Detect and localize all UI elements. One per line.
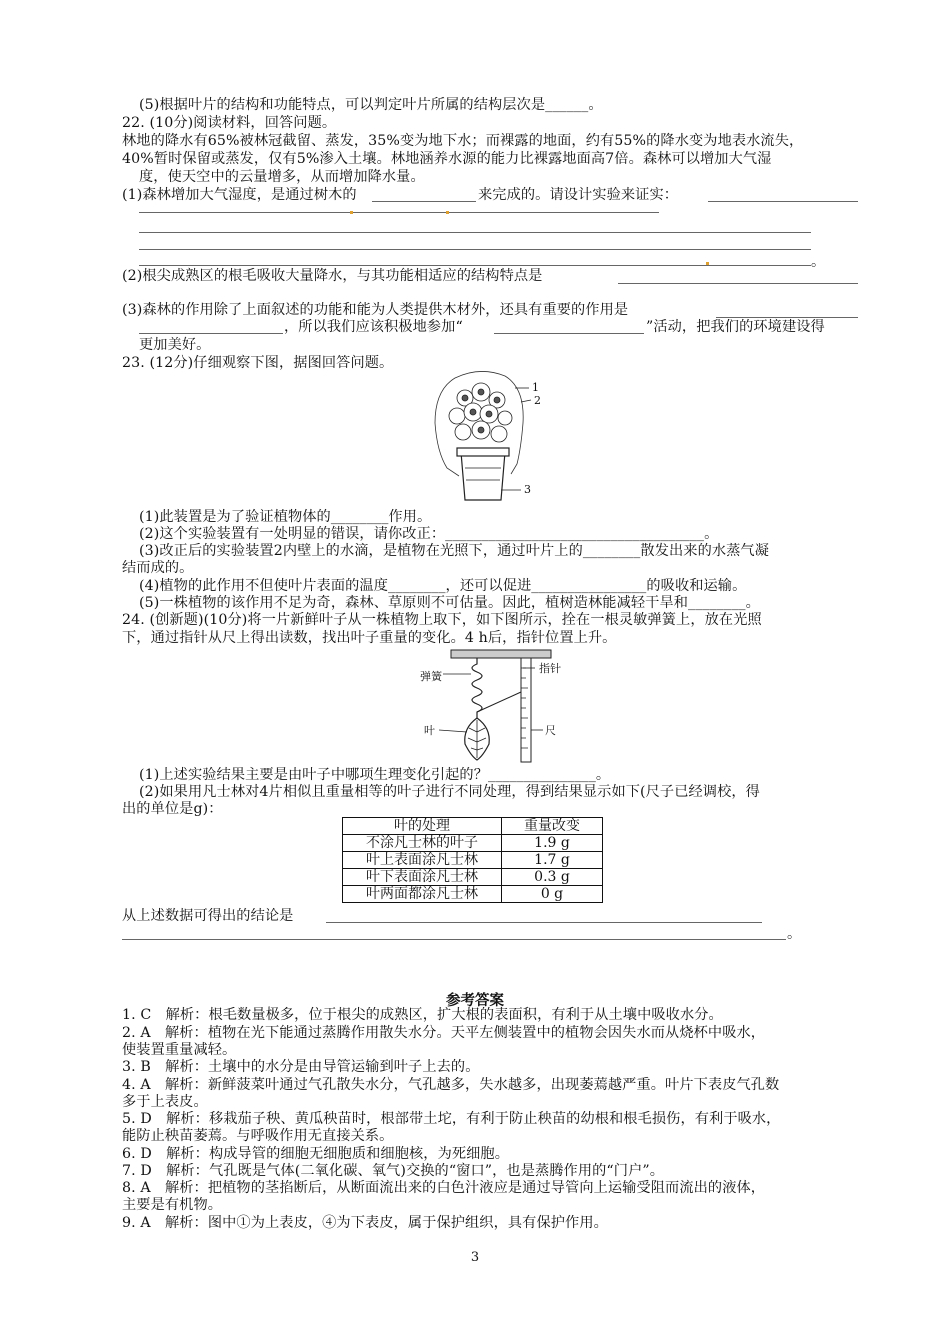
q22-answer-end: 。: [811, 254, 826, 270]
answer-8b: 主要是有机物。: [122, 1197, 223, 1213]
flower-pot: [461, 452, 505, 500]
table-cell: 1.7 g: [502, 852, 603, 869]
q23-line-2: (2)这个实验装置有一处明显的错误，请你改正：____________________________________。: [139, 526, 719, 542]
q22-sub3-text-c: ”活动，把我们的环境建设得: [646, 319, 825, 335]
answer-4b: 多于上表皮。: [122, 1094, 208, 1110]
table-header: 重量改变: [502, 818, 603, 835]
ruler: [521, 658, 531, 762]
q24-conclusion-blank-b: [122, 939, 786, 940]
q21-5-line: (5)根据叶片的结构和功能特点，可以判定叶片所属的结构层次是______。: [139, 97, 603, 113]
table-header-row: [343, 818, 603, 835]
q23-line-4: (4)植物的此作用不但使叶片表面的温度________，还可以促进________________的吸收和运输。: [139, 578, 747, 594]
figure-label-pointer: 指针: [539, 662, 562, 675]
q22-sub1-text-b: 来完成的。请设计实验来证实：: [478, 187, 679, 203]
q22-mark: [350, 211, 353, 214]
q24-sub2b: 出的单位是g)：: [122, 801, 223, 817]
leader-line-2: [521, 400, 531, 402]
q22-sub3-blank-b: [139, 333, 283, 334]
spring-coil: [472, 658, 482, 718]
plant-bag-figure: [425, 368, 535, 508]
q23-line-3: (3)改正后的实验装置2内壁上的水滴，是植物在光照下，通过叶片上的________散发出来的水蒸气凝: [139, 543, 770, 559]
q24-conclusion-blank: [326, 922, 762, 923]
answer-3: 3. B 解析：土壤中的水分是由导管运输到叶子上去的。: [122, 1059, 480, 1075]
table-row: [343, 869, 603, 886]
q22-sub2-blank: [618, 283, 858, 284]
q22-sub3-blank-c: [494, 333, 644, 334]
answer-2b: 使装置重量减轻。: [122, 1042, 237, 1058]
table-cell: 0 g: [502, 886, 603, 903]
q22-heading: 22. (10分)阅读材料，回答问题。: [122, 115, 337, 131]
leaf-leader: [439, 730, 467, 732]
q23-heading: 23. (12分)仔细观察下图，据图回答问题。: [122, 355, 394, 371]
answer-9: 9. A 解析：图中①为上表皮，④为下表皮，属于保护组织，具有保护作用。: [122, 1215, 608, 1231]
pointer: [477, 692, 521, 712]
q24-conclusion-text: 从上述数据可得出的结论是: [122, 908, 294, 924]
answer-5b: 能防止秧苗萎蔫。与呼吸作用无直接关系。: [122, 1128, 394, 1144]
answer-7: 7. D 解析：气孔既是气体(二氧化碳、氧气)交换的“窗口”，也是蒸腾作用的“门户”。: [122, 1163, 664, 1179]
figure-label-leaf: 叶: [424, 724, 436, 737]
answer-4: 4. A 解析：新鲜菠菜叶通过气孔散失水分，气孔越多，失水越多，出现萎蔫越严重。叶片下表皮气孔数: [122, 1077, 780, 1093]
figure-label-2: 2: [534, 394, 542, 407]
figure-label-1: 1: [532, 381, 540, 394]
answers-title: 参考答案: [446, 992, 504, 1009]
answer-8: 8. A 解析：把植物的茎掐断后，从断面流出来的白色汁液应是通过导管向上运输受阻而流出的液体，: [122, 1180, 766, 1196]
q22-answer-line-4: [139, 265, 811, 266]
answer-6: 6. D 解析：构成导管的细胞无细胞质和细胞核，为死细胞。: [122, 1146, 510, 1162]
q22-mark: [706, 262, 709, 265]
q22-mark: [446, 211, 449, 214]
page-number: 3: [470, 1250, 480, 1265]
q22-answer-line-1: [139, 212, 659, 213]
q22-sub1-blank: [372, 201, 476, 202]
q22-sub2-text: (2)根尖成熟区的根毛吸收大量降水，与其功能相适应的结构特点是: [122, 268, 543, 284]
q22-sub1-blank-b: [708, 201, 858, 202]
table-row: [343, 852, 603, 869]
table-cell: 不涂凡士林的叶子: [343, 835, 502, 852]
figure-label-spring: 弹簧: [420, 670, 443, 683]
q24-line-2: 下，通过指针从尺上得出读数，找出叶子重量的变化。4 h后，指针位置上升。: [122, 630, 617, 646]
pot-rim: [457, 448, 509, 456]
table-cell: 叶下表面涂凡士林: [343, 869, 502, 886]
table-cell: 叶两面都涂凡士林: [343, 886, 502, 903]
q22-answer-line-2: [139, 232, 811, 233]
answer-1: 1. C 解析：根毛数量极多，位于根尖的成熟区，扩大根的表面积，有利于从土壤中吸收水分。: [122, 1007, 723, 1023]
q23-line-1: (1)此装置是为了验证植物体的________作用。: [139, 509, 432, 525]
q22-sub1-text: (1)森林增加大气湿度，是通过树木的: [122, 187, 357, 203]
answer-5: 5. D 解析：移栽茄子秧、黄瓜秧苗时，根部带土坨，有利于防止秧苗的幼根和根毛损伤，有利于吸水，: [122, 1111, 781, 1127]
q22-passage-line-1: 林地的降水有65%被林冠截留、蒸发，35%变为地下水；而裸露的地面，约有55%的降水变为地表水流失，: [122, 133, 804, 149]
table-cell: 1.9 g: [502, 835, 603, 852]
q22-passage-line-2: 40%暂时保留或蒸发，仅有5%渗入土壤。林地涵养水源的能力比裸露地面高7倍。森林可以增加大气湿: [122, 151, 772, 167]
table-header: 叶的处理: [343, 818, 502, 835]
q22-sub3-text: (3)森林的作用除了上面叙述的功能和能为人类提供木材外，还具有重要的作用是: [122, 302, 629, 318]
q24-sub2: (2)如果用凡士林对4片相似且重量相等的叶子进行不同处理，得到结果显示如下(尺子已经调校，得: [139, 784, 760, 800]
table-row: [343, 835, 603, 852]
q22-sub3-text-d: 更加美好。: [139, 337, 211, 353]
support-beam: [451, 650, 551, 658]
figure-label-3: 3: [524, 483, 532, 496]
answer-2: 2. A 解析：植物在光下能通过蒸腾作用散失水分。天平左侧装置中的植物会因失水而从烧杯中吸水，: [122, 1025, 766, 1041]
table-cell: 叶上表面涂凡士林: [343, 852, 502, 869]
vaseline-results-table: [342, 817, 603, 903]
q24-conclusion-end: 。: [787, 926, 802, 942]
table-cell: 0.3 g: [502, 869, 603, 886]
q22-sub3-text-b: ，所以我们应该积极地参加“: [284, 319, 463, 335]
table-row: [343, 886, 603, 903]
plant-foliage: [449, 383, 512, 442]
q23-line-5: (5)一株植物的该作用不足为奇，森林、草原则不可估量。因此，植树造林能减轻干旱和________。: [139, 595, 760, 611]
figure-label-ruler: 尺: [545, 724, 557, 737]
q23-line-3b: 结而成的。: [122, 560, 194, 576]
q24-line-1: 24. (创新题)(10分)将一片新鲜叶子从一株植物上取下，如下图所示，拴在一根灵敏弹簧上，放在光照: [122, 612, 762, 628]
q22-answer-line-3: [139, 249, 811, 250]
q24-sub1: (1)上述实验结果主要是由叶子中哪项生理变化引起的？_______________。: [139, 767, 611, 783]
q22-passage-line-3: 度，使天空中的云量增多，从而增加降水量。: [139, 169, 425, 185]
